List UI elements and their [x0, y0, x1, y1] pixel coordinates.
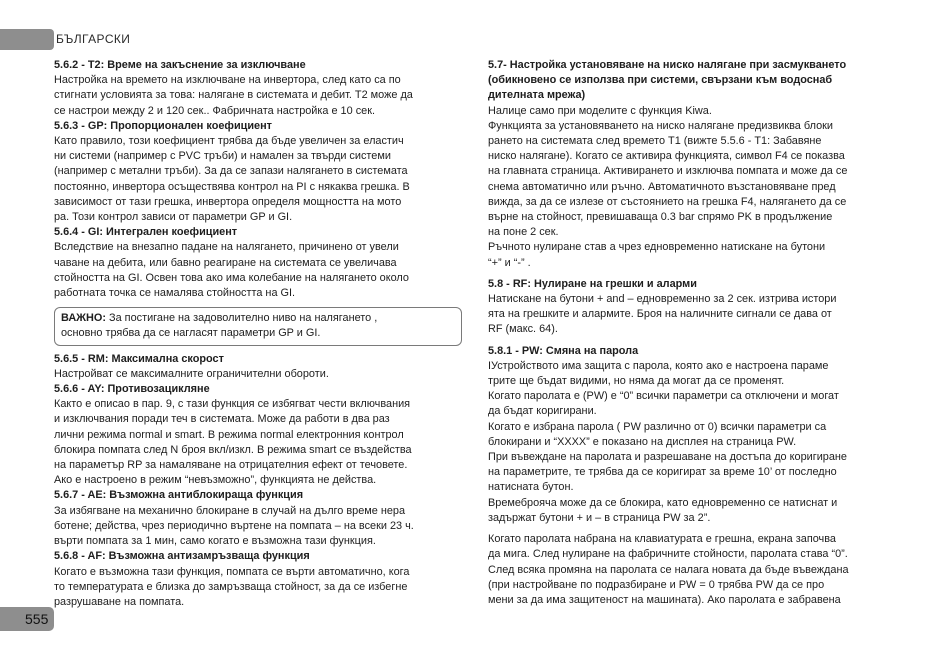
section-body-ay — [54, 397, 462, 488]
text-line: постоянно, инвертора осъществява контрол на PI с някаква грешка. В — [54, 180, 410, 193]
text-line: След всяка промяна на паролата се налага новата да бъде въвеждана — [488, 563, 849, 576]
text-line: Като правило, този коефициент трябва да бъде увеличен за еластич — [54, 135, 404, 148]
section-body-rf — [488, 292, 896, 338]
text-line: Настройка на времето на изключване на инвертора, след като са по — [54, 74, 401, 87]
section-body-gp — [54, 134, 462, 225]
important-note-line2: основно трябва да се нагласят параметри GP и GI. — [61, 327, 321, 340]
section-heading-pw: 5.8.1 - PW: Смяна на парола — [488, 344, 639, 357]
section-heading-gp: 5.6.3 - GP: Пропорционален коефициент — [54, 119, 273, 132]
section-heading-af: 5.6.8 - AF: Възможна антизамръзваща функция — [54, 550, 310, 563]
section-body-ae — [54, 504, 462, 550]
text-line: то температурата е близка до замръзваща стойност, за да се избегне — [54, 580, 408, 593]
text-line: Както е описао в пар. 9, с тази функция се избягват чести включвания — [54, 398, 411, 411]
section-heading-rm: 5.6.5 - RM: Максимална скорост — [54, 352, 224, 365]
text-line: За избягване на механично блокиране в случай на дълго време нера — [54, 504, 406, 517]
section-heading-rf: 5.8 - RF: Нулиране на грешки и аларми — [488, 277, 697, 290]
section-body-pw-continued — [488, 532, 896, 608]
language-label: БЪЛГАРСКИ — [56, 32, 131, 46]
text-line: на главната страница. Активирането и изключва помпата и може да се — [488, 165, 848, 178]
text-line: мени за да има защитеност на машината). Ако паролата е забравена — [488, 593, 841, 606]
text-line: и изключвания поради теч в системата. Може да работи в два раз — [54, 413, 390, 426]
language-tab-marker — [0, 29, 54, 50]
text-line: стигнати условията за това: налягане в системата и дебит. T2 може да — [54, 89, 413, 102]
text-line: върти помпата за 1 мин, само когато е възможна тази функция. — [54, 535, 376, 548]
text-line: на поне 2 сек. — [488, 226, 559, 239]
text-line: върне на стойност, превишаваща 0.3 bar спрямо PK в продължение — [488, 211, 833, 224]
text-line: 5.7- Настройка установяване на ниско налягане при засмукването — [488, 59, 847, 71]
section-body-gi — [54, 240, 462, 301]
text-line: ята на грешките и алармите. Броя на наличните сигнали се дава от — [488, 308, 832, 321]
text-line: Функцията за установяването на ниско налягане предизвиква блоки — [488, 119, 833, 132]
text-line: ни системи (например с PVC тръби) и намален за твърди системи — [54, 150, 391, 163]
section-body-pw — [488, 359, 896, 526]
text-line: блокира помпата след N броя вкл/изкл. В режима smart се въздейства — [54, 443, 412, 456]
section-body-af — [54, 565, 462, 611]
text-line: Времеброяча може да се блокира, като едновременно се натиснат и — [488, 496, 838, 509]
text-line: ра. Този контрол зависи от параметри GP и GI. — [54, 211, 293, 224]
text-line: Ръчното нулиране став а чрез едновременно натискане на бутони — [488, 241, 826, 254]
text-line: “+” и “-” . — [488, 256, 531, 269]
text-line: чаване на дебита, или бавно реагиране на системата се увеличава — [54, 256, 397, 269]
text-line: (например с метални тръби). За да се запази налягането в системата — [54, 165, 408, 178]
text-line: зависимост от тази грешка, инвертора определя мощността на мото — [54, 195, 402, 208]
section-heading-t2: 5.6.2 - T2: Време на закъснение за изключване — [54, 59, 306, 71]
text-line: Ако е настроено в режим “невъзможно”, функцията не действа. — [54, 474, 377, 487]
section-body-rm — [54, 367, 462, 382]
text-line: снема автоматично или ръчно. Автоматичното възстановяване пред — [488, 180, 836, 193]
text-line: Налице само при моделите с функция Kiwa. — [488, 104, 712, 117]
text-line: рането на системата след времето T1 (вижте 5.5.6 - T1: Забавяне — [488, 135, 822, 148]
section-body-t2 — [54, 73, 462, 119]
text-line: Когато е избрана парола ( PW различно от 0) всички параметри са — [488, 420, 827, 433]
text-line: работната точка се намалява стойността на GI. — [54, 287, 296, 300]
text-line: ботене; действа, чрез периодично въртене на помпата – на всеки 23 ч. — [54, 519, 414, 532]
important-note-label: ВАЖНО: — [61, 312, 106, 325]
important-note-line1: За постигане на задоволително ниво на налягането , — [106, 312, 378, 325]
text-line: да мига. След нулиране на фабричните стойности, паролата става “0”. — [488, 548, 848, 561]
text-line: задържат бутони + и – в страница PW за 2”. — [488, 511, 711, 524]
text-line: Натискане на бутони + and – едновременно за 2 сек. изтрива истори — [488, 293, 837, 306]
text-line: лични режима normal и smart. В режима normal електронния контрол — [54, 428, 404, 441]
text-line: Когато паролата е (PW) е “0” всички параметри са отключени и могат — [488, 390, 839, 403]
text-line: (при настройване по подразбиране и PW = 0 трябва PW да се про — [488, 578, 825, 591]
section-body-low-pressure — [488, 104, 896, 271]
text-line: (обикновено се използва при системи, свързани към водоснаб — [488, 74, 833, 87]
right-column — [488, 58, 896, 608]
section-heading-ay: 5.6.6 - AY: Противозацикляне — [54, 383, 210, 396]
text-line: дителната мрежа) — [488, 89, 586, 102]
left-column — [54, 58, 462, 610]
text-line: на параметрите, те трябва да се коригират за време 10’ от последно — [488, 466, 837, 479]
text-line: на параметър RP за намаляване на отрицателния ефект от течовете. — [54, 459, 408, 472]
text-line: Настройват се максималните ограничителни обороти. — [54, 367, 329, 380]
page-number: 555 — [25, 611, 49, 627]
section-heading-low-pressure — [488, 58, 896, 104]
text-line: да бъдат коригирани. — [488, 405, 597, 418]
text-line: Вследствие на внезапно падане на налягането, причинено от увели — [54, 241, 399, 254]
text-line: Когато е възможна тази функция, помпата се върти автоматично, кога — [54, 565, 410, 578]
text-line: При въвеждане на паролата и разрешаване на достъпа до коригиране — [488, 451, 847, 464]
text-line: RF (макс. 64). — [488, 323, 558, 336]
important-note-box — [54, 307, 462, 345]
text-line: блокирани и “XXXX” е показано на дисплея на страница PW. — [488, 435, 797, 448]
text-line: стойността на GI. Освен това ако има колебание на налягането около — [54, 271, 409, 284]
text-line: се настрои между 2 и 120 сек.. Фабричната настройка е 10 сек. — [54, 104, 375, 117]
text-line: Когато паролата набрана на клавиатурата е грешна, екрана започва — [488, 533, 836, 546]
text-line: натисната бутон. — [488, 481, 574, 494]
text-line: ниско налягане). Когато се активира функцията, символ F4 се показва — [488, 150, 845, 163]
section-heading-ae: 5.6.7 - AE: Възможна антиблокираща функция — [54, 489, 304, 502]
text-line: разрушаване на помпата. — [54, 595, 185, 608]
text-line: вижда, за да се излезе от състоянието на грешка F4, налягането да се — [488, 195, 847, 208]
text-line: трите ще бъдат видими, но няма да могат да се променят. — [488, 375, 785, 388]
text-line: IУстройството има защита с парола, която ако е настроена параме — [488, 359, 829, 372]
section-heading-gi: 5.6.4 - GI: Интегрален коефициент — [54, 226, 238, 239]
